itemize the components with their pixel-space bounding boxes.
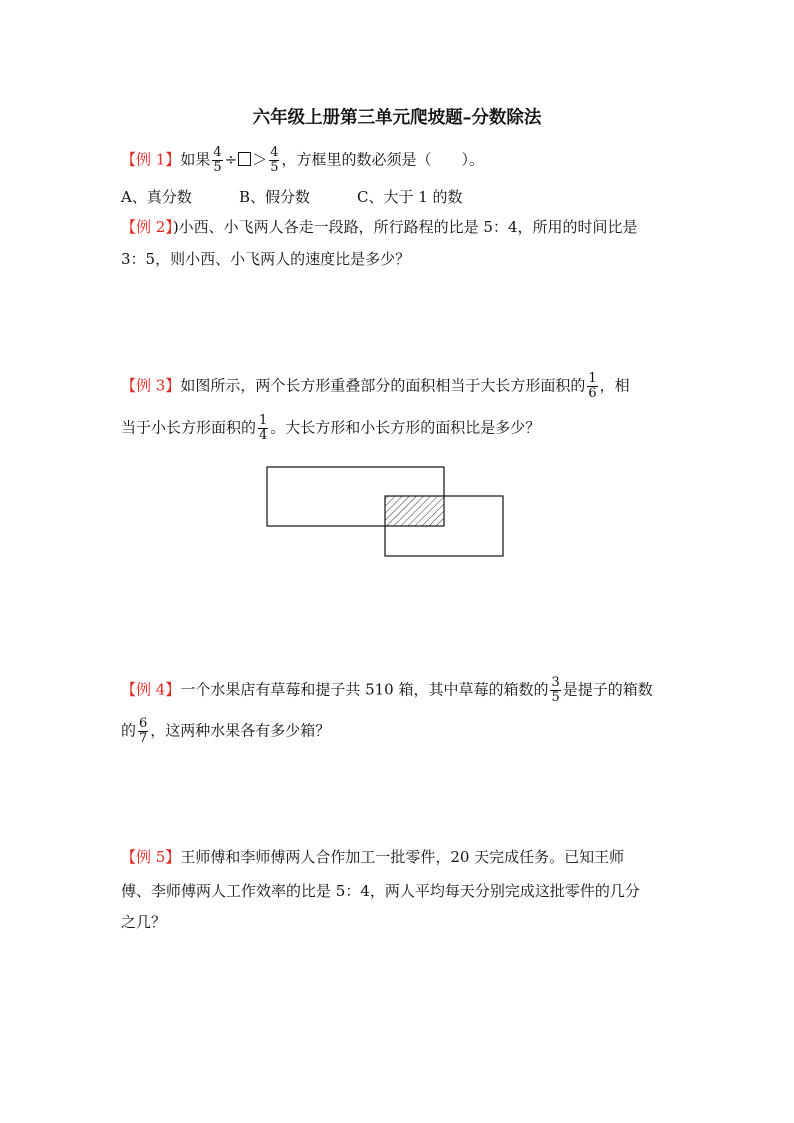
example-2-line-2: 3：5，则小西、小飞两人的速度比是多少？ — [121, 250, 411, 268]
example-3-text-1b: ，相 — [599, 376, 630, 395]
example-2-text-1: )小西、小飞两人各走一段路，所行路程的比是 5：4，所用的时间比是 — [172, 218, 638, 236]
option-b: B、假分数 — [239, 188, 311, 206]
example-1-fraction-b: $\frac{4}{5}$ — [270, 145, 279, 175]
example-2-tag: 【例 2】 — [121, 218, 173, 236]
example-4-text-1b: 是提子的箱数 — [562, 680, 653, 699]
example-4-fraction-b: $\frac{6}{7}$ — [139, 716, 148, 746]
overlap-region — [385, 496, 444, 526]
example-1-tag: 【例 1】 — [121, 150, 181, 169]
example-3-text-1a: 如图所示，两个长方形重叠部分的面积相当于大长方形面积的 — [180, 376, 586, 395]
greater-than-sign: ＞ — [252, 150, 268, 169]
example-5-tag: 【例 5】 — [121, 848, 181, 866]
example-5-line-1 — [121, 846, 624, 867]
example-1-text-a: 如果 — [180, 150, 211, 169]
example-4-text-2b: ，这两种水果各有多少箱？ — [150, 721, 331, 740]
option-c: C、大于 1 的数 — [357, 188, 463, 206]
example-3-fraction-a: $\frac{1}{6}$ — [588, 371, 597, 401]
example-3-tag: 【例 3】 — [121, 376, 181, 395]
example-4-tag: 【例 4】 — [121, 680, 181, 699]
example-1-fraction-a: $\frac{4}{5}$ — [213, 145, 222, 175]
example-4-text-2a: 的 — [121, 721, 137, 740]
option-a: A、真分数 — [121, 188, 192, 206]
example-3-text-2b: 。大长方形和小长方形的面积比是多少？ — [270, 418, 541, 437]
example-4-fraction-a: $\frac{3}{5}$ — [551, 675, 560, 705]
example-4-text-1a: 一个水果店有草莓和提子共 510 箱，其中草莓的箱数的 — [180, 680, 549, 699]
example-3-fraction-b: $\frac{1}{4}$ — [259, 413, 268, 443]
example-1-text-b: ，方框里的数必须是（ ）。 — [281, 150, 484, 169]
example-5-line-2: 傅、李师傅两人工作效率的比是 5：4，两人平均每天分别完成这批零件的几分 — [121, 882, 640, 900]
example-4-line-2 — [121, 717, 330, 746]
division-sign: ÷ — [224, 150, 238, 169]
example-5-line-3: 之几？ — [121, 913, 167, 931]
page-title: 六年级上册第三单元爬坡题–分数除法 — [252, 108, 542, 128]
example-3-text-2a: 当于小长方形面积的 — [121, 418, 257, 437]
example-4-line-1 — [121, 676, 653, 705]
example-5-text-1: 王师傅和李师傅两人合作加工一批零件，20 天完成任务。已知王师 — [180, 848, 625, 866]
